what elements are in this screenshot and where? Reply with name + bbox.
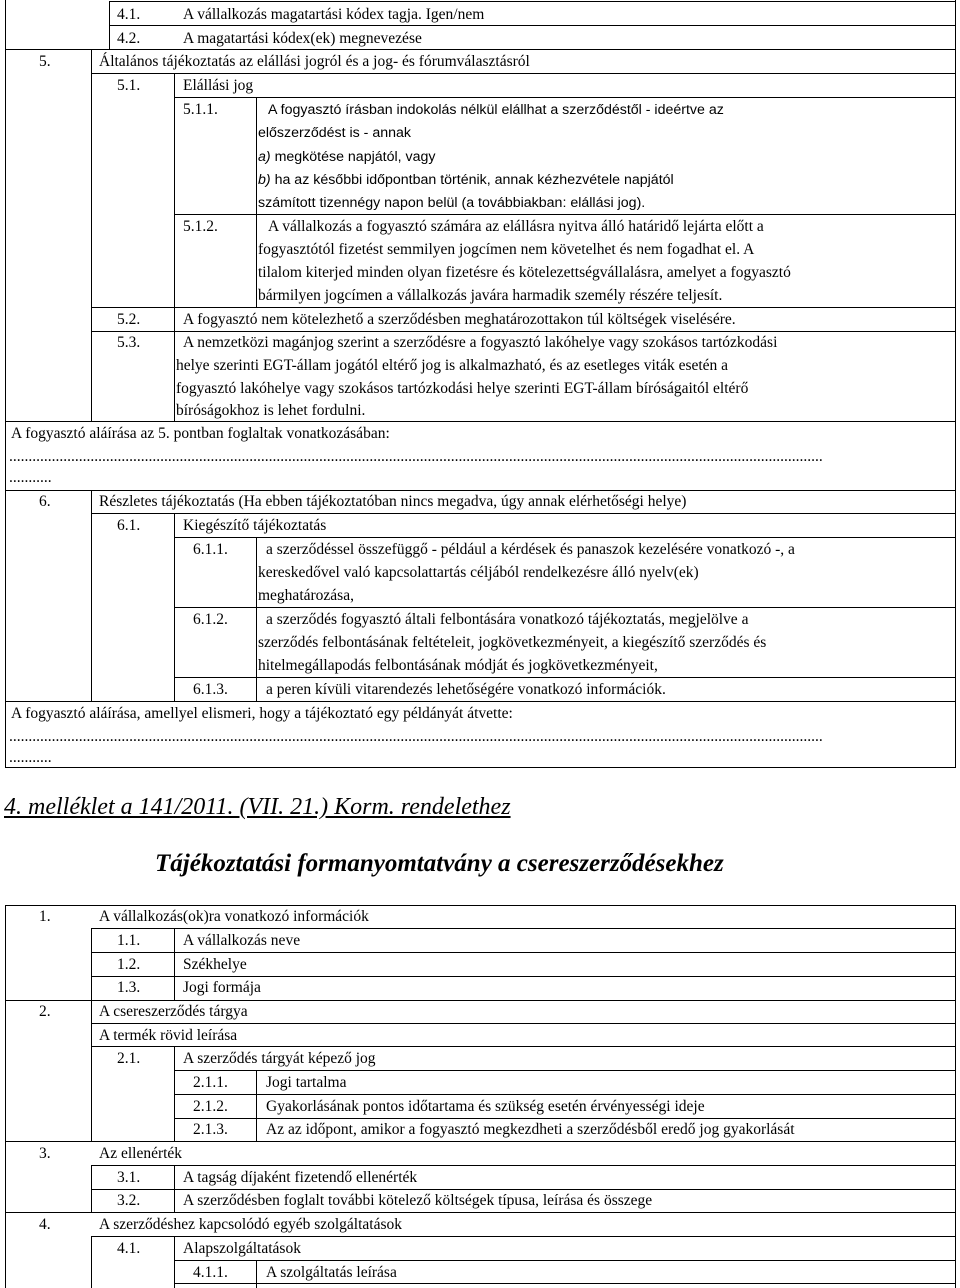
item-text: A vállalkozás(ok)ra vonatkozó információk xyxy=(99,908,369,925)
item-text: A vállalkozás magatartási kódex tagja. Igen/nem xyxy=(183,6,485,23)
item-text: Jogi formája xyxy=(183,979,261,996)
paragraph-line xyxy=(258,147,435,167)
row-rule xyxy=(174,97,956,98)
item-number: 2. xyxy=(39,1003,51,1020)
row-rule xyxy=(174,1070,956,1071)
paragraph-line: A fogyasztó írásban indokolás nélkül elállhat a szerződéstől - ideértve az xyxy=(268,102,724,118)
row-rule xyxy=(5,1141,956,1142)
table-border-left xyxy=(5,0,6,768)
paragraph-line: a szerződéssel összefüggő - például a kérdések és panaszok kezelésére vonatkozó -, a xyxy=(266,541,795,558)
annex-title-text: 4. melléklet a 141/2011. (VII. 21.) Korm. rendelethez xyxy=(4,794,511,820)
col-rule xyxy=(91,1023,92,1141)
item-number: 1.2. xyxy=(117,956,141,973)
row-rule xyxy=(174,1118,956,1119)
row-rule xyxy=(174,607,956,608)
row-rule xyxy=(5,701,956,702)
item-text: A szerződés tárgyát képező jog xyxy=(183,1050,376,1067)
row-rule xyxy=(91,952,956,953)
col-rule xyxy=(91,1236,92,1288)
row-rule xyxy=(91,513,956,514)
item-text: Az ellenérték xyxy=(99,1145,183,1162)
paragraph-line: A nemzetközi magánjog szerint a szerződésre a fogyasztó lakóhelye vagy szokásos tartózkodási xyxy=(183,334,778,351)
row-rule xyxy=(91,331,956,332)
item-text: A fogyasztó nem kötelezhető a szerződésben meghatározottakon túl költségek viselésére. xyxy=(183,311,736,328)
col-rule xyxy=(256,1070,257,1141)
paragraph-line: helye szerinti EGT-állam jogától eltérő jog is alkalmazható, és az esetleges viták esetén a xyxy=(176,357,729,374)
signature-dotted-line: .................................................................................................................................................................................................................. xyxy=(9,448,823,465)
row-rule xyxy=(5,1000,956,1001)
item-text: a peren kívüli vitarendezés lehetőségére vonatkozó információk. xyxy=(266,681,666,698)
row-rule xyxy=(91,1046,956,1047)
row-rule xyxy=(174,677,956,678)
row-rule xyxy=(109,25,956,26)
row-rule xyxy=(174,214,956,215)
item-number: 1. xyxy=(39,908,51,925)
signature-label: A fogyasztó aláírása az 5. pontban foglaltak vonatkozásában: xyxy=(11,425,390,442)
paragraph-line: fogyasztó lakóhelye vagy szokásos tartózkodási helye szerinti EGT-állam bíróságaitól eltérő xyxy=(176,380,749,397)
signature-label: A fogyasztó aláírása, amellyel elismeri, hogy a tájékoztató egy példányát átvette: xyxy=(11,705,513,722)
col-rule xyxy=(256,97,257,214)
item-text: Jogi tartalma xyxy=(266,1074,347,1091)
col-rule xyxy=(174,928,175,1000)
item-number: 2.1.1. xyxy=(193,1074,228,1091)
item-number: 3.2. xyxy=(117,1192,141,1209)
paragraph-line: tilalom kiterjed minden olyan fizetésre és kötelezettségvállalásra, amelyet a fogyasztó xyxy=(258,264,791,281)
row-rule xyxy=(174,1094,956,1095)
col-rule xyxy=(91,49,92,421)
paragraph-line: előszerződést is - annak xyxy=(258,125,411,141)
paragraph-line: a szerződés fogyasztó általi felbontására vonatkozó tájékoztatás, megjelölve a xyxy=(266,611,749,628)
paragraph-line: A vállalkozás a fogyasztó számára az elállásra nyitva álló határidő lejárta előtt a xyxy=(268,218,764,235)
row-rule xyxy=(91,307,956,308)
paragraph-line: meghatározása, xyxy=(258,587,354,604)
item-number: 3. xyxy=(39,1145,51,1162)
row-rule xyxy=(91,1189,956,1190)
paragraph-line: bíróságokhoz is lehet fordulni. xyxy=(176,402,366,419)
item-number: 2.1. xyxy=(117,1050,141,1067)
paragraph-line: hitelmegállapodás felbontásának módját és jogkövetkezményeit, xyxy=(258,657,658,674)
enum-marker: a) xyxy=(258,149,271,165)
item-text: Gyakorlásának pontos időtartama és szükség esetén érvényességi ideje xyxy=(266,1098,705,1115)
item-text: Az az időpont, amikor a fogyasztó megkezdheti a szerződésből eredő jog gyakorlását xyxy=(266,1121,795,1138)
row-rule xyxy=(109,1,956,2)
item-number: 4. xyxy=(39,1216,51,1233)
enum-text: megkötése napjától, vagy xyxy=(274,149,436,165)
item-number: 5.1. xyxy=(117,77,141,94)
item-number: 2.1.3. xyxy=(193,1121,228,1138)
item-text: Alapszolgáltatások xyxy=(183,1240,301,1257)
row-rule xyxy=(5,490,956,491)
item-text: A magatartási kódex(ek) megnevezése xyxy=(183,30,422,47)
item-number: 6.1.1. xyxy=(193,541,228,558)
row-rule xyxy=(91,976,956,977)
item-number: 5.3. xyxy=(117,334,141,351)
paragraph-line: szerződés felbontásának feltételeit, jogkövetkezményeit, a kiegészítő szerződés és xyxy=(258,634,767,651)
item-text: Székhelye xyxy=(183,956,247,973)
item-number: 6. xyxy=(39,493,51,510)
item-text: A termék rövid leírása xyxy=(99,1027,238,1044)
row-rule xyxy=(5,1212,956,1213)
annex-title xyxy=(4,794,511,821)
table-border-bottom xyxy=(5,767,956,768)
col-rule xyxy=(174,1236,175,1288)
enum-text: ha az későbbi időpontban történik, annak kézhezvétele napjától xyxy=(274,172,674,188)
col-rule xyxy=(174,307,175,421)
row-rule xyxy=(91,73,956,74)
item-number: 1.3. xyxy=(117,979,141,996)
col-rule xyxy=(91,490,92,701)
item-number: 6.1.2. xyxy=(193,611,228,628)
paragraph-line: bármilyen jogcímen a vállalkozás javára harmadik személy részére teljesít. xyxy=(258,287,723,304)
form-title: Tájékoztatási formanyomtatvány a csereszerződésekhez xyxy=(155,850,724,877)
table-border-left xyxy=(5,905,6,1288)
row-rule xyxy=(174,1260,956,1261)
item-text: A szerződésben foglalt további kötelező költségek típusa, leírása és összege xyxy=(183,1192,653,1209)
table-border-right xyxy=(955,905,956,1288)
item-number: 5.1.1. xyxy=(183,101,218,118)
row-rule xyxy=(91,1236,956,1237)
item-text: Kiegészítő tájékoztatás xyxy=(183,517,327,534)
row-rule xyxy=(174,537,956,538)
item-number: 4.2. xyxy=(117,30,141,47)
item-text: A csereszerződés tárgya xyxy=(99,1003,248,1020)
table-border-right xyxy=(955,0,956,768)
item-text: A szolgáltatás leírása xyxy=(266,1264,397,1281)
signature-dotted-line: ........... xyxy=(9,749,52,766)
item-number: 5.2. xyxy=(117,311,141,328)
row-rule xyxy=(91,1165,956,1166)
item-text: A tagság díjaként fizetendő ellenérték xyxy=(183,1169,418,1186)
item-number: 5. xyxy=(39,53,51,70)
item-number: 6.1.3. xyxy=(193,681,228,698)
enum-marker: b) xyxy=(258,172,271,188)
item-text: A vállalkozás neve xyxy=(183,932,301,949)
item-number: 4.1. xyxy=(117,6,141,23)
signature-dotted-line: .................................................................................................................................................................................................................. xyxy=(9,728,823,745)
paragraph-line xyxy=(258,170,674,190)
item-text: A szerződéshez kapcsolódó egyéb szolgáltatások xyxy=(99,1216,403,1233)
paragraph-line: fogyasztótól fizetést semmilyen jogcímen nem követelhet és nem fogadhat el. A xyxy=(258,241,755,258)
row-rule xyxy=(91,928,956,929)
row-rule xyxy=(5,421,956,422)
col-rule xyxy=(174,73,175,307)
col-rule xyxy=(256,214,257,307)
row-rule xyxy=(5,49,956,50)
item-number: 2.1.2. xyxy=(193,1098,228,1115)
item-text: Elállási jog xyxy=(183,77,254,94)
item-text: Általános tájékoztatás az elállási jogról és a jog- és fórumválasztásról xyxy=(99,53,530,70)
item-number: 3.1. xyxy=(117,1169,141,1186)
item-number: 4.1.1. xyxy=(193,1264,228,1281)
row-rule xyxy=(91,1023,956,1024)
row-rule xyxy=(174,1283,956,1284)
paragraph-line: kereskedővel való kapcsolattartás céljából rendelkezésre álló nyelv(ek) xyxy=(258,564,699,581)
signature-dotted-line: ........... xyxy=(9,469,52,486)
item-number: 5.1.2. xyxy=(183,218,218,235)
item-number: 6.1. xyxy=(117,517,141,534)
item-number: 1.1. xyxy=(117,932,141,949)
table-border-top xyxy=(5,905,956,906)
item-text: Részletes tájékoztatás (Ha ebben tájékoztatóban nincs megadva, úgy annak elérhetőségi helye) xyxy=(99,493,687,510)
item-number: 4.1. xyxy=(117,1240,141,1257)
paragraph-line: számított tizennégy napon belül (a továbbiakban: elállási jog). xyxy=(258,195,646,211)
